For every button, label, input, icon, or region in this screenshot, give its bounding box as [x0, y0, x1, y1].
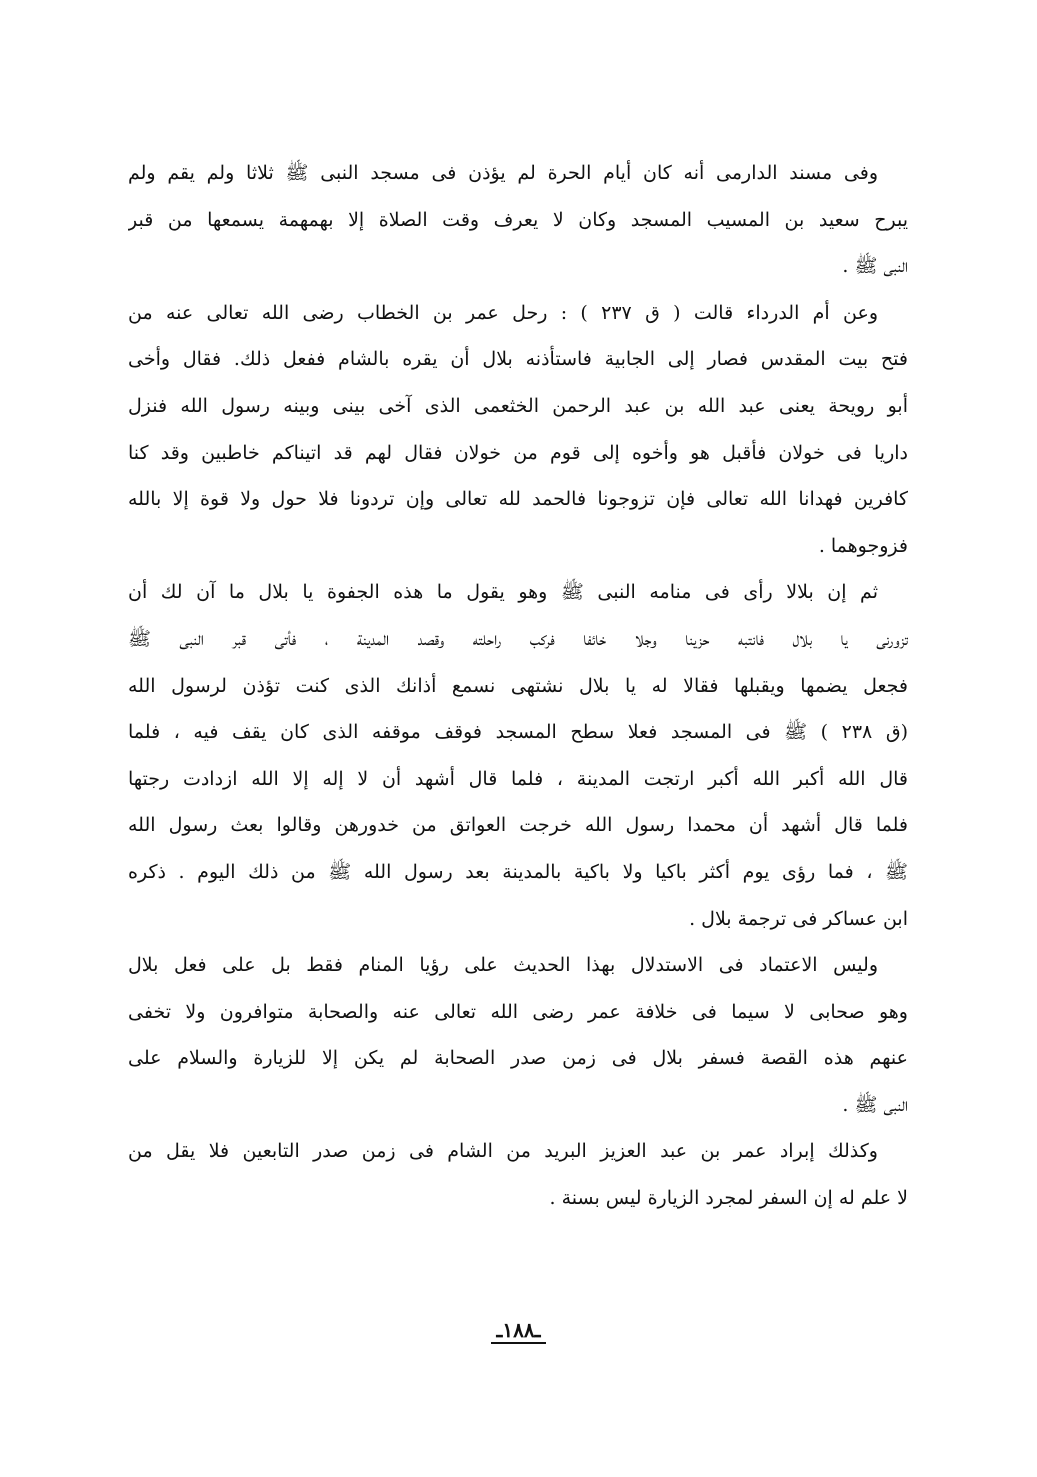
- paragraph: [128, 942, 908, 1128]
- text-line: ثم إن بلالا رأى فى منامه النبى ﷺ وهو يقول ما هذه الجفوة يا بلال ما آن لك أن: [128, 581, 878, 604]
- text-line: وفى مسند الدارمى أنه كان أيام الحرة لم يؤذن فى مسجد النبى ﷺ ثلاثا ولم يقم ولم: [128, 162, 878, 184]
- text-line: يبرح سعيد بن المسيب المسجد وكان لا يعرف وقت الصلاة إلا بهمهمة يسمعها من قبر: [128, 208, 908, 231]
- text-line: فجعل يضمها ويقبلها فقالا له يا بلال نشتهى نسمع أذانك الذى كنت تؤذن لرسول الله: [128, 674, 908, 697]
- page-number: [0, 1318, 1037, 1342]
- paragraph: [128, 150, 908, 290]
- text-line: داريا فى خولان فأقبل هو وأخوه إلى قوم من خولان فقال لهم قد اتيناكم خاطبين وقد كنا: [128, 441, 908, 464]
- text-line: كافرين فهدانا الله تعالى فإن تزوجونا فالحمد لله تعالى وإن تردونا فلا حول ولا قوة إلا بالله: [128, 488, 908, 511]
- text-line: النبى ﷺ .: [842, 255, 908, 278]
- text-line: (ق ٢٣٨ ) ﷺ فى المسجد فعلا سطح المسجد فوقف موقفه الذى كان يقف فيه ، فلما: [128, 721, 908, 744]
- text-line: النبى ﷺ .: [842, 1093, 908, 1116]
- paragraph: [128, 1128, 908, 1221]
- text-line: فزوجوهما .: [818, 534, 908, 557]
- body-text: [128, 150, 908, 1222]
- text-line: ﷺ ، فما رؤى يوم أكثر باكيا ولا باكية بالمدينة بعد رسول الله ﷺ من ذلك اليوم . ذكره: [128, 860, 908, 883]
- text-line: لا علم له إن السفر لمجرد الزيارة ليس بسنة .: [549, 1187, 908, 1210]
- text-line: وعن أم الدرداء قالت ( ق ٢٣٧ ) : رحل عمر بن الخطاب رضى الله تعالى عنه من: [128, 301, 878, 324]
- text-line: ابن عساكر فى ترجمة بلال .: [689, 907, 908, 930]
- paragraph: [128, 290, 908, 570]
- text-line: وليس الاعتماد فى الاستدلال بهذا الحديث على رؤيا المنام فقط بل على فعل بلال: [128, 954, 878, 977]
- text-line: فلما قال أشهد أن محمدا رسول الله خرجت العواتق من خدورهن وقالوا بعث رسول الله: [128, 814, 908, 837]
- page-number-label: ـ١٨٨ـ: [491, 1318, 547, 1344]
- text-line: عنهم هذه القصة فسفر بلال فى زمن صدر الصحابة لم يكن إلا للزيارة والسلام على: [128, 1047, 908, 1070]
- text-line: قال الله أكبر الله أكبر ارتجت المدينة ، فلما قال أشهد أن لا إله إلا الله ازدادت رجتها: [128, 767, 908, 790]
- text-line: فتح بيت المقدس فصار إلى الجابية فاستأذنه بلال أن يقره بالشام ففعل ذلك. فقال وأخى: [128, 348, 908, 371]
- text-line: تزورنى يا بلال فانتبه حزينا وجلا خائفا فركب راحلته وقصد المدينة ، فأتى قبر النبى ﷺ: [128, 627, 908, 650]
- text-line: وكذلك إبراد عمر بن عبد العزيز البريد من الشام فى زمن صدر التابعين فلا يقل من: [128, 1140, 878, 1163]
- text-line: وهو صحابى لا سيما فى خلافة عمر رضى الله تعالى عنه والصحابة متوافرون ولا تخفى: [128, 1000, 908, 1023]
- text-line: أبو رويحة يعنى عبد الله بن عبد الرحمن الخثعمى الذى آخى بينى وبينه رسول الله فنزل: [128, 394, 908, 417]
- paragraph: [128, 569, 908, 942]
